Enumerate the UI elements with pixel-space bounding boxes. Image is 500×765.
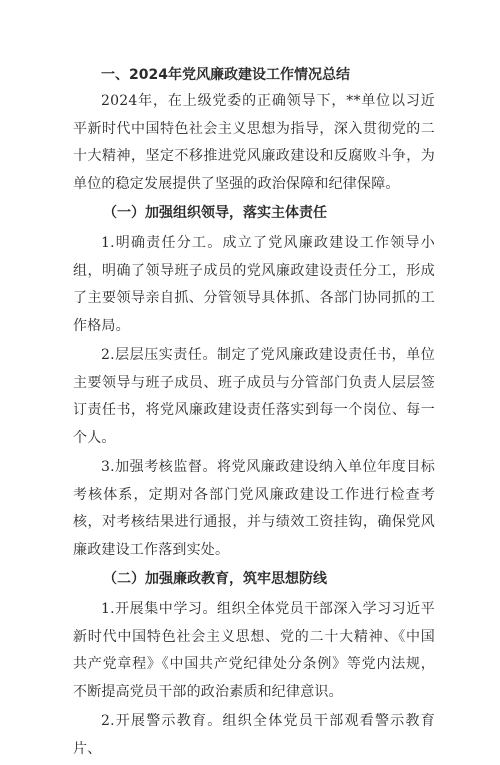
intro-paragraph: 2024年，在上级党委的正确领导下，**单位以习近平新时代中国特色社会主义思想为指导，深入贯彻党的二十大精神，坚定不移推进党风廉政建设和反腐败斗争，为单位的稳定发展提供了坚强的政治保障和纪律保障。: [73, 93, 435, 192]
paragraph-item: 2.层层压实责任。制定了党风廉政建设责任书，单位主要领导与班子成员、班子成员与分管部门负责人层层签订责任书，将党风廉政建设责任落实到每一个岗位、每一个人。: [73, 347, 435, 446]
paragraph-item: 2.开展警示教育。组织全体党员干部观看警示教育片、: [73, 713, 435, 757]
paragraph-item: 1.开展集中学习。组织全体党员干部深入学习习近平新时代中国特色社会主义思想、党的二十大精神、《中国共产党章程》《中国共产党纪律处分条例》等党内法规，不断提高党员干部的政治素质和纪律意识。: [73, 601, 435, 700]
document-page: [73, 62, 435, 765]
section-title: 一、2024年党风廉政建设工作情况总结: [101, 67, 350, 83]
paragraph-item: 3.加强考核监督。将党风廉政建设纳入单位年度目标考核体系，定期对各部门党风廉政建设工作进行检查考核，对考核结果进行通报，并与绩效工资挂钩，确保党风廉政建设工作落到实处。: [73, 459, 435, 558]
paragraph-item: 1.明确责任分工。成立了党风廉政建设工作领导小组，明确了领导班子成员的党风廉政建设责任分工，形成了主要领导亲自抓、分管领导具体抓、各部门协同抓的工作格局。: [73, 235, 435, 334]
subsection-title-2: （二）加强廉政教育，筑牢思想防线: [103, 571, 327, 587]
subsection-title-1: （一）加强组织领导，落实主体责任: [103, 205, 327, 221]
